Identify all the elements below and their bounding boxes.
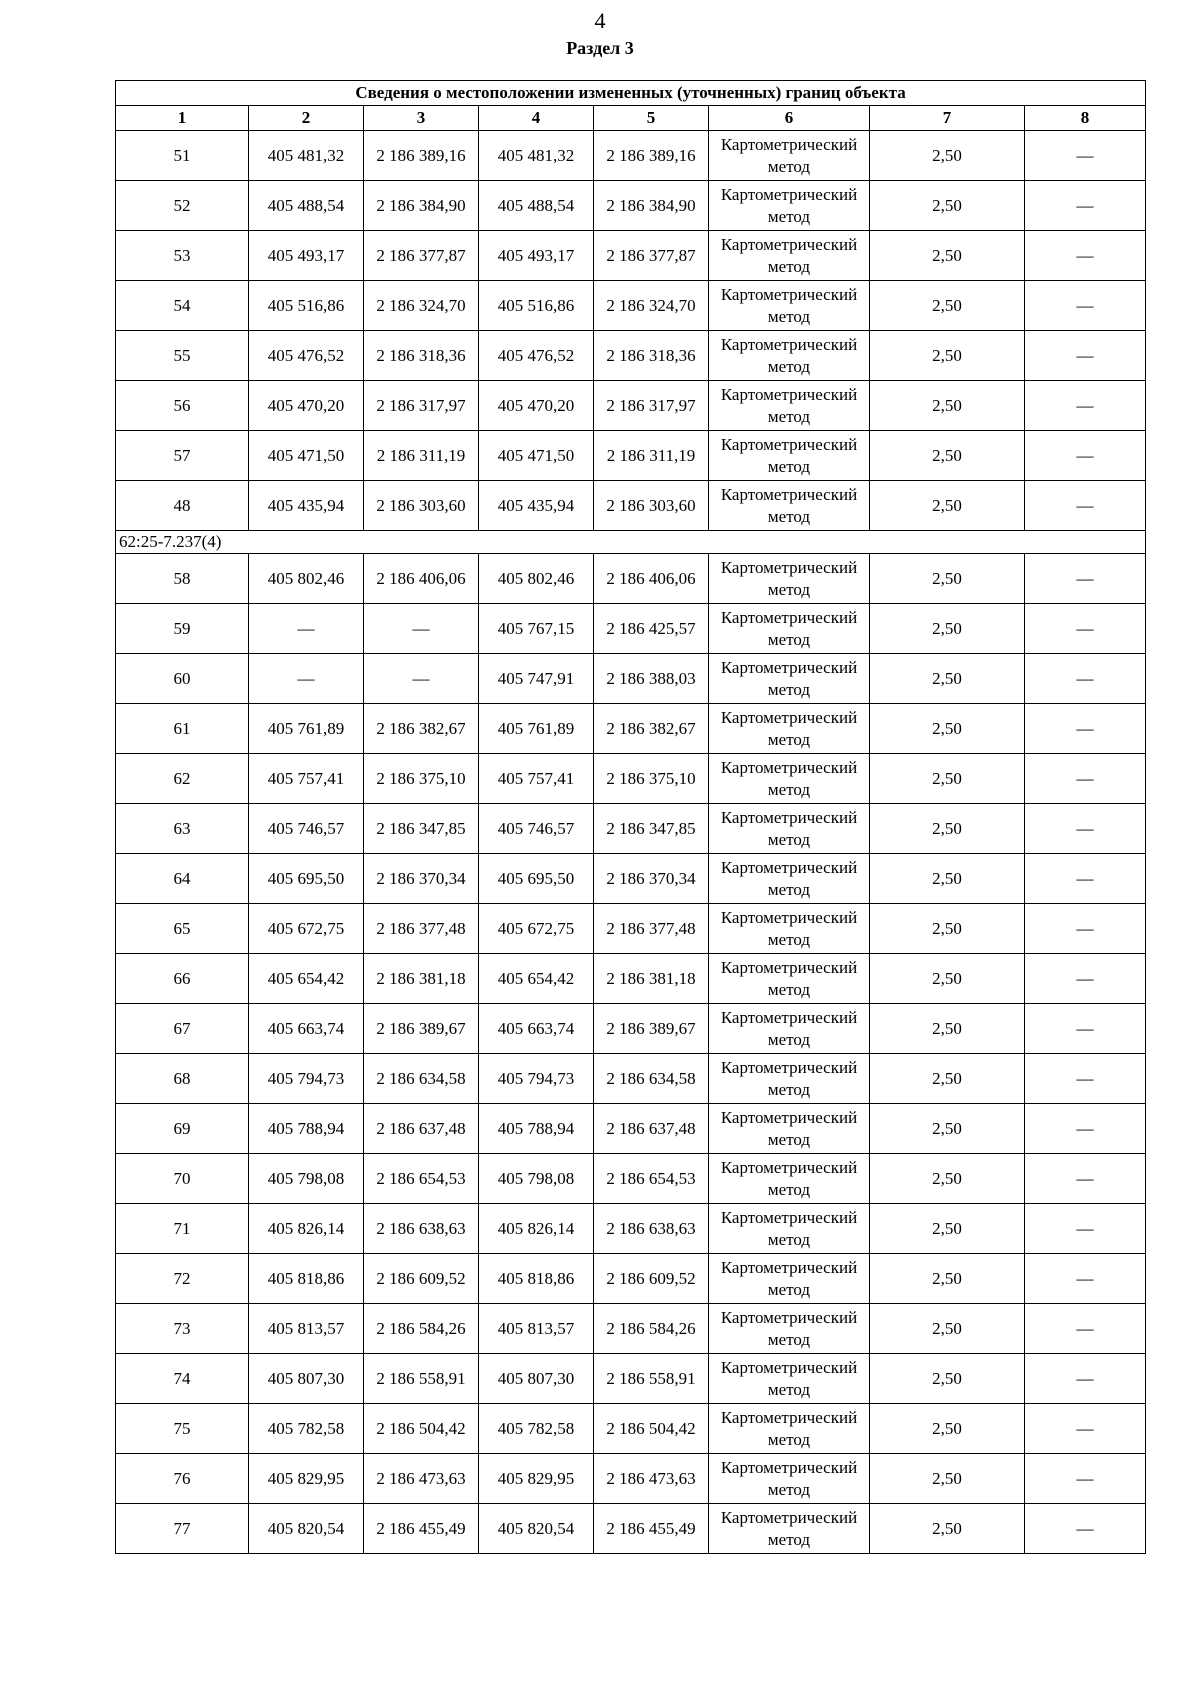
table-cell: 2 186 377,87 xyxy=(594,231,709,281)
table-cell: 2,50 xyxy=(870,1104,1025,1154)
table-cell: 2,50 xyxy=(870,1304,1025,1354)
table-cell: Картометрический метод xyxy=(709,904,870,954)
column-header: 2 xyxy=(249,106,364,131)
table-cell: 405 813,57 xyxy=(249,1304,364,1354)
column-header: 4 xyxy=(479,106,594,131)
table-cell: — xyxy=(1025,381,1146,431)
group-row xyxy=(116,531,1146,554)
table-cell: 2 186 377,48 xyxy=(364,904,479,954)
table-cell: 2,50 xyxy=(870,654,1025,704)
table-cell: 405 663,74 xyxy=(249,1004,364,1054)
table-cell: 405 794,73 xyxy=(249,1054,364,1104)
table-cell: — xyxy=(1025,554,1146,604)
table-cell: Картометрический метод xyxy=(709,281,870,331)
table-cell: 64 xyxy=(116,854,249,904)
table-cell: Картометрический метод xyxy=(709,1504,870,1554)
table-cell: 405 654,42 xyxy=(249,954,364,1004)
table-row xyxy=(116,554,1146,604)
table-cell: 56 xyxy=(116,381,249,431)
table-cell: 53 xyxy=(116,231,249,281)
table-cell: 405 757,41 xyxy=(249,754,364,804)
table-cell: 58 xyxy=(116,554,249,604)
table-cell: — xyxy=(1025,281,1146,331)
table-row xyxy=(116,804,1146,854)
table-cell: 2 186 455,49 xyxy=(594,1504,709,1554)
table-cell: 2 186 370,34 xyxy=(364,854,479,904)
table-row xyxy=(116,1404,1146,1454)
table-cell: Картометрический метод xyxy=(709,431,870,481)
table-cell: 405 488,54 xyxy=(249,181,364,231)
table-cell: — xyxy=(1025,1104,1146,1154)
table-cell: Картометрический метод xyxy=(709,1154,870,1204)
table-row xyxy=(116,1304,1146,1354)
table-cell: — xyxy=(1025,131,1146,181)
table-cell: Картометрический метод xyxy=(709,1404,870,1454)
table-cell: 405 802,46 xyxy=(249,554,364,604)
table-cell: 405 470,20 xyxy=(249,381,364,431)
table-cell: — xyxy=(1025,604,1146,654)
table-cell: 2,50 xyxy=(870,904,1025,954)
table-cell: 2,50 xyxy=(870,804,1025,854)
table-cell: 405 829,95 xyxy=(249,1454,364,1504)
table-cell: 405 807,30 xyxy=(249,1354,364,1404)
table-cell: 405 481,32 xyxy=(479,131,594,181)
table-cell: 2 186 504,42 xyxy=(364,1404,479,1454)
table-cell: Картометрический метод xyxy=(709,1104,870,1154)
table-cell: — xyxy=(364,604,479,654)
table-cell: — xyxy=(1025,904,1146,954)
table-cell: — xyxy=(249,654,364,704)
table-cell: 57 xyxy=(116,431,249,481)
table-cell: 2,50 xyxy=(870,331,1025,381)
table-cell: 65 xyxy=(116,904,249,954)
table-cell: 2 186 609,52 xyxy=(594,1254,709,1304)
table-cell: 2 186 370,34 xyxy=(594,854,709,904)
table-cell: — xyxy=(1025,704,1146,754)
table-cell: 405 746,57 xyxy=(249,804,364,854)
table-cell: 405 476,52 xyxy=(249,331,364,381)
table-cell: 61 xyxy=(116,704,249,754)
table-cell: 405 818,86 xyxy=(479,1254,594,1304)
column-header: 6 xyxy=(709,106,870,131)
table-cell: 405 826,14 xyxy=(249,1204,364,1254)
table-cell: — xyxy=(1025,1504,1146,1554)
table-cell: 2 186 558,91 xyxy=(594,1354,709,1404)
table-cell: 2 186 558,91 xyxy=(364,1354,479,1404)
table-cell: Картометрический метод xyxy=(709,854,870,904)
table-cell: — xyxy=(364,654,479,704)
table-cell: 2 186 634,58 xyxy=(594,1054,709,1104)
table-cell: Картометрический метод xyxy=(709,654,870,704)
table-row xyxy=(116,181,1146,231)
table-cell: 2,50 xyxy=(870,381,1025,431)
table-cell: 2 186 389,16 xyxy=(364,131,479,181)
table-cell: 67 xyxy=(116,1004,249,1054)
table-cell: 2 186 375,10 xyxy=(364,754,479,804)
table-cell: 48 xyxy=(116,481,249,531)
table-row xyxy=(116,654,1146,704)
table-cell: Картометрический метод xyxy=(709,331,870,381)
table-cell: 2 186 654,53 xyxy=(594,1154,709,1204)
table-cell: — xyxy=(1025,1254,1146,1304)
table-cell: 2 186 377,87 xyxy=(364,231,479,281)
table-cell: 2 186 637,48 xyxy=(594,1104,709,1154)
table-row xyxy=(116,754,1146,804)
table-cell: Картометрический метод xyxy=(709,481,870,531)
table-row xyxy=(116,1504,1146,1554)
table-cell: 2 186 406,06 xyxy=(364,554,479,604)
table-cell: 2,50 xyxy=(870,1454,1025,1504)
table-cell: 2 186 318,36 xyxy=(594,331,709,381)
table-cell: Картометрический метод xyxy=(709,1204,870,1254)
table-row xyxy=(116,1104,1146,1154)
table-cell: 405 695,50 xyxy=(249,854,364,904)
table-cell: 405 807,30 xyxy=(479,1354,594,1404)
table-cell: 405 476,52 xyxy=(479,331,594,381)
table-row xyxy=(116,954,1146,1004)
table-cell: 405 654,42 xyxy=(479,954,594,1004)
table-cell: 405 788,94 xyxy=(479,1104,594,1154)
coordinates-table xyxy=(115,80,1146,1554)
table-cell: 2 186 384,90 xyxy=(594,181,709,231)
table-cell: 2 186 303,60 xyxy=(364,481,479,531)
table-cell: 2 186 473,63 xyxy=(364,1454,479,1504)
table-cell: 405 802,46 xyxy=(479,554,594,604)
table-cell: Картометрический метод xyxy=(709,1354,870,1404)
table-cell: 2 186 638,63 xyxy=(364,1204,479,1254)
column-header: 7 xyxy=(870,106,1025,131)
table-cell: 405 471,50 xyxy=(249,431,364,481)
table-cell: 405 767,15 xyxy=(479,604,594,654)
table-cell: 2 186 303,60 xyxy=(594,481,709,531)
table-title: Сведения о местоположении измененных (уточненных) границ объекта xyxy=(116,81,1146,106)
column-header: 1 xyxy=(116,106,249,131)
table-cell: Картометрический метод xyxy=(709,231,870,281)
table-cell: 2 186 584,26 xyxy=(364,1304,479,1354)
table-cell: 74 xyxy=(116,1354,249,1404)
table-cell: 2,50 xyxy=(870,1004,1025,1054)
table-title-row xyxy=(116,81,1146,106)
column-header: 3 xyxy=(364,106,479,131)
table-cell: Картометрический метод xyxy=(709,1454,870,1504)
table-cell: Картометрический метод xyxy=(709,1254,870,1304)
table-cell: Картометрический метод xyxy=(709,131,870,181)
table-body xyxy=(116,131,1146,1554)
table-cell: 2,50 xyxy=(870,1204,1025,1254)
table-cell: 69 xyxy=(116,1104,249,1154)
table-cell: 72 xyxy=(116,1254,249,1304)
table-cell: 2,50 xyxy=(870,604,1025,654)
table-cell: 2 186 318,36 xyxy=(364,331,479,381)
table-cell: 2 186 324,70 xyxy=(364,281,479,331)
table-cell: — xyxy=(1025,181,1146,231)
table-cell: 2 186 654,53 xyxy=(364,1154,479,1204)
table-cell: 60 xyxy=(116,654,249,704)
table-cell: 405 820,54 xyxy=(249,1504,364,1554)
table-cell: 2,50 xyxy=(870,1254,1025,1304)
table-cell: Картометрический метод xyxy=(709,1004,870,1054)
table-row xyxy=(116,1454,1146,1504)
table-cell: Картометрический метод xyxy=(709,954,870,1004)
table-cell: 2 186 425,57 xyxy=(594,604,709,654)
column-header-row xyxy=(116,106,1146,131)
table-cell: — xyxy=(1025,854,1146,904)
table-cell: 2,50 xyxy=(870,131,1025,181)
table-cell: Картометрический метод xyxy=(709,604,870,654)
table-cell: 405 672,75 xyxy=(249,904,364,954)
table-cell: 405 516,86 xyxy=(479,281,594,331)
table-cell: 73 xyxy=(116,1304,249,1354)
table-cell: — xyxy=(1025,804,1146,854)
table-row xyxy=(116,1204,1146,1254)
table-cell: 54 xyxy=(116,281,249,331)
table-row xyxy=(116,1354,1146,1404)
table-cell: 70 xyxy=(116,1154,249,1204)
table-cell: 51 xyxy=(116,131,249,181)
table-cell: 405 829,95 xyxy=(479,1454,594,1504)
table-cell: 2 186 504,42 xyxy=(594,1404,709,1454)
table-cell: 2 186 317,97 xyxy=(594,381,709,431)
table-cell: — xyxy=(1025,1304,1146,1354)
table-cell: — xyxy=(1025,1154,1146,1204)
table-cell: 405 794,73 xyxy=(479,1054,594,1104)
table-cell: 2,50 xyxy=(870,1504,1025,1554)
table-cell: 2 186 384,90 xyxy=(364,181,479,231)
table-cell: — xyxy=(1025,1204,1146,1254)
table-cell: 2 186 388,03 xyxy=(594,654,709,704)
table-cell: 405 516,86 xyxy=(249,281,364,331)
table-cell: 405 672,75 xyxy=(479,904,594,954)
table-cell: 2 186 584,26 xyxy=(594,1304,709,1354)
table-cell: 2,50 xyxy=(870,1354,1025,1404)
table-cell: — xyxy=(1025,431,1146,481)
table-cell: 2 186 311,19 xyxy=(594,431,709,481)
table-cell: Картометрический метод xyxy=(709,754,870,804)
table-cell: 2,50 xyxy=(870,1404,1025,1454)
table-cell: 2 186 389,16 xyxy=(594,131,709,181)
table-cell: 405 761,89 xyxy=(479,704,594,754)
table-cell: 405 798,08 xyxy=(249,1154,364,1204)
table-cell: 2,50 xyxy=(870,1154,1025,1204)
table-cell: 62 xyxy=(116,754,249,804)
table-cell: 405 813,57 xyxy=(479,1304,594,1354)
table-cell: 405 493,17 xyxy=(479,231,594,281)
table-cell: 405 757,41 xyxy=(479,754,594,804)
table-cell: 405 471,50 xyxy=(479,431,594,481)
table-cell: 77 xyxy=(116,1504,249,1554)
table-cell: 2 186 347,85 xyxy=(364,804,479,854)
table-cell: 2 186 381,18 xyxy=(594,954,709,1004)
table-cell: 68 xyxy=(116,1054,249,1104)
table-row xyxy=(116,854,1146,904)
table-cell: 405 761,89 xyxy=(249,704,364,754)
table-cell: 2 186 382,67 xyxy=(594,704,709,754)
group-label: 62:25-7.237(4) xyxy=(116,531,1146,554)
table-row xyxy=(116,1054,1146,1104)
table-cell: 2,50 xyxy=(870,431,1025,481)
table-cell: 2,50 xyxy=(870,481,1025,531)
table-cell: 2 186 382,67 xyxy=(364,704,479,754)
table-cell: 2 186 377,48 xyxy=(594,904,709,954)
table-cell: 2 186 375,10 xyxy=(594,754,709,804)
table-cell: — xyxy=(249,604,364,654)
table-row xyxy=(116,904,1146,954)
table-cell: — xyxy=(1025,481,1146,531)
table-cell: 405 481,32 xyxy=(249,131,364,181)
table-cell: 2 186 389,67 xyxy=(594,1004,709,1054)
table-cell: 52 xyxy=(116,181,249,231)
table-cell: Картометрический метод xyxy=(709,704,870,754)
table-cell: 405 818,86 xyxy=(249,1254,364,1304)
table-cell: 63 xyxy=(116,804,249,854)
table-cell: 55 xyxy=(116,331,249,381)
column-header: 8 xyxy=(1025,106,1146,131)
table-row xyxy=(116,704,1146,754)
table-cell: 75 xyxy=(116,1404,249,1454)
table-cell: 2 186 389,67 xyxy=(364,1004,479,1054)
table-cell: 405 488,54 xyxy=(479,181,594,231)
table-cell: 2 186 638,63 xyxy=(594,1204,709,1254)
table-cell: — xyxy=(1025,954,1146,1004)
table-cell: — xyxy=(1025,231,1146,281)
table-cell: 2 186 634,58 xyxy=(364,1054,479,1104)
table-row xyxy=(116,431,1146,481)
table-cell: — xyxy=(1025,1004,1146,1054)
table-cell: 2,50 xyxy=(870,854,1025,904)
table-cell: — xyxy=(1025,654,1146,704)
table-cell: 2 186 609,52 xyxy=(364,1254,479,1304)
table-cell: — xyxy=(1025,1404,1146,1454)
table-cell: — xyxy=(1025,1354,1146,1404)
table-cell: 2,50 xyxy=(870,181,1025,231)
table-cell: Картометрический метод xyxy=(709,1304,870,1354)
table-row xyxy=(116,281,1146,331)
table-cell: 405 493,17 xyxy=(249,231,364,281)
column-header: 5 xyxy=(594,106,709,131)
table-cell: 2,50 xyxy=(870,754,1025,804)
table-cell: Картометрический метод xyxy=(709,181,870,231)
table-cell: Картометрический метод xyxy=(709,1054,870,1104)
table-cell: — xyxy=(1025,1454,1146,1504)
table-cell: 2 186 406,06 xyxy=(594,554,709,604)
table-cell: 405 782,58 xyxy=(479,1404,594,1454)
table-cell: 2 186 347,85 xyxy=(594,804,709,854)
table-cell: 2,50 xyxy=(870,281,1025,331)
table-cell: Картометрический метод xyxy=(709,381,870,431)
table-cell: 2,50 xyxy=(870,554,1025,604)
table-cell: 2 186 455,49 xyxy=(364,1504,479,1554)
table-cell: 405 663,74 xyxy=(479,1004,594,1054)
table-cell: 405 695,50 xyxy=(479,854,594,904)
table-row xyxy=(116,381,1146,431)
table-cell: 405 826,14 xyxy=(479,1204,594,1254)
table-row xyxy=(116,1154,1146,1204)
table-row xyxy=(116,331,1146,381)
table-cell: 405 820,54 xyxy=(479,1504,594,1554)
table-cell: — xyxy=(1025,754,1146,804)
table-row xyxy=(116,604,1146,654)
table-cell: 405 746,57 xyxy=(479,804,594,854)
table-cell: 405 747,91 xyxy=(479,654,594,704)
table-cell: 59 xyxy=(116,604,249,654)
table-cell: 405 798,08 xyxy=(479,1154,594,1204)
table-cell: 2 186 324,70 xyxy=(594,281,709,331)
table-cell: 2 186 381,18 xyxy=(364,954,479,1004)
table-cell: 2 186 317,97 xyxy=(364,381,479,431)
table-cell: — xyxy=(1025,1054,1146,1104)
table-cell: 2 186 473,63 xyxy=(594,1454,709,1504)
table-cell: 405 788,94 xyxy=(249,1104,364,1154)
table-cell: 405 435,94 xyxy=(479,481,594,531)
page-number: 4 xyxy=(594,8,606,33)
table-cell: Картометрический метод xyxy=(709,804,870,854)
table-cell: — xyxy=(1025,331,1146,381)
table-cell: 2,50 xyxy=(870,954,1025,1004)
table-cell: 405 470,20 xyxy=(479,381,594,431)
table-cell: 71 xyxy=(116,1204,249,1254)
table-cell: Картометрический метод xyxy=(709,554,870,604)
table-row xyxy=(116,481,1146,531)
table-cell: 2 186 637,48 xyxy=(364,1104,479,1154)
table-cell: 405 435,94 xyxy=(249,481,364,531)
table-cell: 66 xyxy=(116,954,249,1004)
table-cell: 2,50 xyxy=(870,704,1025,754)
table-cell: 76 xyxy=(116,1454,249,1504)
table-row xyxy=(116,231,1146,281)
table-cell: 2 186 311,19 xyxy=(364,431,479,481)
table-cell: 2,50 xyxy=(870,1054,1025,1104)
table-cell: 405 782,58 xyxy=(249,1404,364,1454)
section-title: Раздел 3 xyxy=(566,38,634,58)
table-cell: 2,50 xyxy=(870,231,1025,281)
table-row xyxy=(116,1004,1146,1054)
table-row xyxy=(116,1254,1146,1304)
table-row xyxy=(116,131,1146,181)
